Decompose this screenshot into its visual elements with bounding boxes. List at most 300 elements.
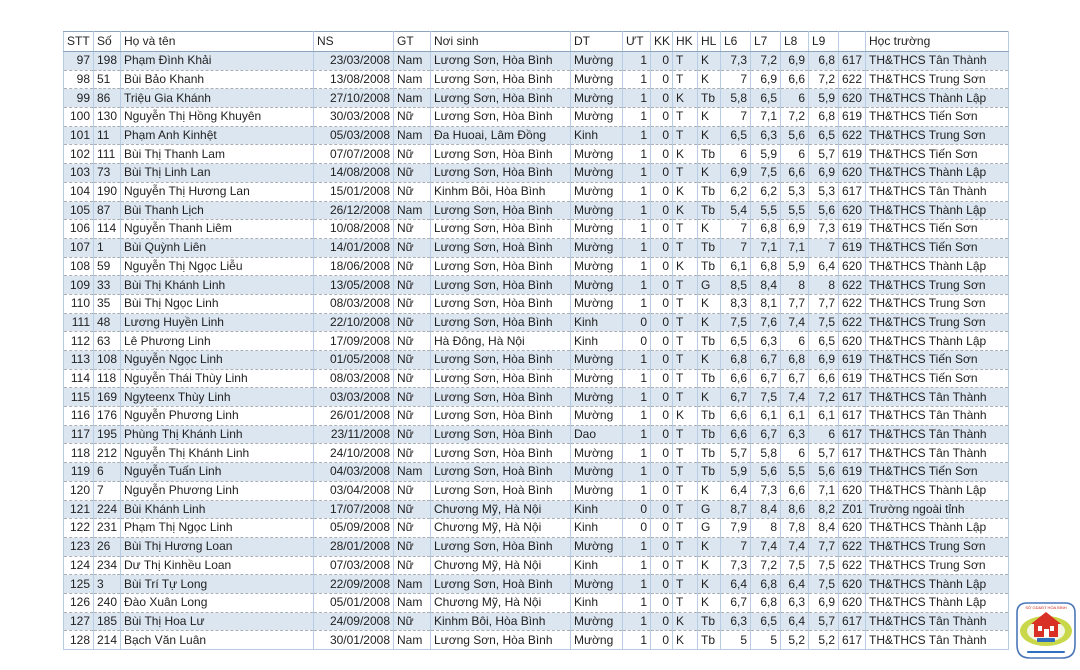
cell-gt: Nữ — [394, 481, 431, 500]
cell-stt: 111 — [64, 313, 94, 332]
cell-noisinh: Lương Sơn, Hòa Bình — [431, 631, 571, 650]
cell-ns: 14/01/2008 — [314, 238, 394, 257]
cell-l7: 6,8 — [751, 575, 781, 594]
cell-l6: 5,8 — [721, 89, 751, 108]
cell-stt: 122 — [64, 519, 94, 538]
cell-l6: 6,7 — [721, 593, 751, 612]
table-row — [64, 108, 1009, 127]
cell-l7: 6,9 — [751, 70, 781, 89]
column-header-ns: NS — [314, 32, 394, 52]
table-header-row — [64, 32, 1009, 52]
cell-kk: 0 — [651, 201, 673, 220]
cell-hoten: Nguyễn Ngọc Linh — [121, 351, 314, 370]
cell-code: 617 — [839, 52, 866, 71]
cell-hoten: Nguyễn Thị Hương Lan — [121, 182, 314, 201]
cell-hk: T — [673, 313, 698, 332]
cell-hk: T — [673, 556, 698, 575]
cell-hl: K — [698, 351, 721, 370]
cell-hk: K — [673, 182, 698, 201]
cell-so: 11 — [94, 126, 121, 145]
cell-so: 240 — [94, 593, 121, 612]
cell-code: 617 — [839, 631, 866, 650]
cell-truong: Trường ngoài tỉnh — [866, 500, 1009, 519]
cell-dt: Mường — [571, 369, 623, 388]
cell-l9: 7,7 — [809, 537, 839, 556]
cell-code: 620 — [839, 201, 866, 220]
cell-l8: 5,5 — [781, 201, 809, 220]
cell-dt: Mường — [571, 351, 623, 370]
cell-hk: T — [673, 294, 698, 313]
cell-dt: Mường — [571, 145, 623, 164]
cell-hl: Tb — [698, 444, 721, 463]
table-row — [64, 388, 1009, 407]
cell-dt: Mường — [571, 164, 623, 183]
cell-code: 617 — [839, 407, 866, 426]
cell-code: 620 — [839, 164, 866, 183]
cell-noisinh: Lương Sơn, Hòa Bình — [431, 276, 571, 295]
cell-noisinh: Lương Sơn, Hoà Bình — [431, 238, 571, 257]
cell-kk: 0 — [651, 52, 673, 71]
cell-dt: Mường — [571, 463, 623, 482]
cell-noisinh: Kinhm Bôi, Hòa Bình — [431, 182, 571, 201]
cell-hoten: Bạch Văn Luân — [121, 631, 314, 650]
cell-truong: TH&THCS Tân Thành — [866, 425, 1009, 444]
cell-noisinh: Lương Sơn, Hòa Bình — [431, 388, 571, 407]
cell-stt: 102 — [64, 145, 94, 164]
cell-code: 622 — [839, 313, 866, 332]
cell-so: 231 — [94, 519, 121, 538]
table-row — [64, 332, 1009, 351]
cell-ut: 1 — [623, 126, 651, 145]
cell-ns: 05/01/2008 — [314, 593, 394, 612]
cell-l6: 8,7 — [721, 500, 751, 519]
cell-l7: 5,8 — [751, 444, 781, 463]
cell-hoten: Nguyễn Phương Linh — [121, 407, 314, 426]
cell-so: 73 — [94, 164, 121, 183]
table-row — [64, 481, 1009, 500]
cell-so: 35 — [94, 294, 121, 313]
cell-truong: TH&THCS Trung Sơn — [866, 537, 1009, 556]
cell-l8: 5,6 — [781, 126, 809, 145]
cell-hk: T — [673, 593, 698, 612]
cell-hk: T — [673, 425, 698, 444]
cell-gt: Nam — [394, 126, 431, 145]
cell-so: 212 — [94, 444, 121, 463]
cell-stt: 127 — [64, 612, 94, 631]
cell-so: 185 — [94, 612, 121, 631]
cell-l9: 6,1 — [809, 407, 839, 426]
cell-ns: 10/08/2008 — [314, 220, 394, 239]
cell-hk: T — [673, 220, 698, 239]
cell-gt: Nữ — [394, 519, 431, 538]
table-row — [64, 145, 1009, 164]
cell-l6: 6,6 — [721, 369, 751, 388]
cell-hl: Tb — [698, 89, 721, 108]
cell-hk: T — [673, 70, 698, 89]
cell-code: 619 — [839, 145, 866, 164]
cell-kk: 0 — [651, 407, 673, 426]
cell-l8: 6 — [781, 332, 809, 351]
cell-hl: K — [698, 70, 721, 89]
cell-truong: TH&THCS Trung Sơn — [866, 294, 1009, 313]
cell-ns: 23/11/2008 — [314, 425, 394, 444]
cell-kk: 0 — [651, 425, 673, 444]
cell-code: 619 — [839, 369, 866, 388]
cell-truong: TH&THCS Tiến Sơn — [866, 108, 1009, 127]
cell-noisinh: Lương Sơn, Hòa Bình — [431, 537, 571, 556]
cell-ut: 1 — [623, 444, 651, 463]
cell-hoten: Phùng Thị Khánh Linh — [121, 425, 314, 444]
cell-l6: 5 — [721, 631, 751, 650]
cell-l7: 7,3 — [751, 481, 781, 500]
table-row — [64, 593, 1009, 612]
cell-stt: 115 — [64, 388, 94, 407]
cell-ut: 1 — [623, 89, 651, 108]
cell-l9: 7,3 — [809, 220, 839, 239]
cell-code: 619 — [839, 463, 866, 482]
cell-so: 169 — [94, 388, 121, 407]
cell-truong: TH&THCS Tiến Sơn — [866, 145, 1009, 164]
table-row — [64, 519, 1009, 538]
cell-stt: 118 — [64, 444, 94, 463]
cell-kk: 0 — [651, 294, 673, 313]
table-row — [64, 425, 1009, 444]
cell-l8: 6 — [781, 145, 809, 164]
cell-stt: 101 — [64, 126, 94, 145]
cell-l6: 6,6 — [721, 425, 751, 444]
cell-gt: Nữ — [394, 500, 431, 519]
cell-ut: 1 — [623, 556, 651, 575]
cell-truong: TH&THCS Thành Lập — [866, 575, 1009, 594]
cell-hl: K — [698, 537, 721, 556]
cell-gt: Nữ — [394, 612, 431, 631]
cell-l8: 6 — [781, 89, 809, 108]
cell-hk: T — [673, 463, 698, 482]
cell-ns: 26/01/2008 — [314, 407, 394, 426]
cell-kk: 0 — [651, 164, 673, 183]
column-header-stt: STT — [64, 32, 94, 52]
cell-dt: Mường — [571, 70, 623, 89]
cell-hl: K — [698, 52, 721, 71]
cell-gt: Nam — [394, 575, 431, 594]
cell-l7: 7,5 — [751, 388, 781, 407]
cell-kk: 0 — [651, 276, 673, 295]
cell-ut: 1 — [623, 276, 651, 295]
cell-code: 620 — [839, 332, 866, 351]
cell-l9: 6,5 — [809, 332, 839, 351]
cell-gt: Nam — [394, 52, 431, 71]
cell-stt: 125 — [64, 575, 94, 594]
table-row — [64, 257, 1009, 276]
cell-gt: Nữ — [394, 537, 431, 556]
cell-stt: 98 — [64, 70, 94, 89]
cell-gt: Nữ — [394, 556, 431, 575]
cell-stt: 104 — [64, 182, 94, 201]
cell-l7: 6,5 — [751, 612, 781, 631]
cell-so: 118 — [94, 369, 121, 388]
column-header-hl: HL — [698, 32, 721, 52]
cell-truong: TH&THCS Trung Sơn — [866, 313, 1009, 332]
cell-l6: 6,5 — [721, 126, 751, 145]
cell-hl: Tb — [698, 463, 721, 482]
cell-kk: 0 — [651, 70, 673, 89]
cell-hoten: Bùi Thị Thanh Lam — [121, 145, 314, 164]
cell-hoten: Bùi Thị Linh Lan — [121, 164, 314, 183]
cell-hk: T — [673, 276, 698, 295]
cell-stt: 121 — [64, 500, 94, 519]
cell-hl: K — [698, 556, 721, 575]
cell-truong: TH&THCS Trung Sơn — [866, 276, 1009, 295]
cell-noisinh: Chương Mỹ, Hà Nội — [431, 500, 571, 519]
cell-l9: 6,8 — [809, 108, 839, 127]
cell-code: 619 — [839, 220, 866, 239]
cell-kk: 0 — [651, 631, 673, 650]
cell-stt: 128 — [64, 631, 94, 650]
cell-hl: Tb — [698, 257, 721, 276]
cell-hoten: Nguyễn Thanh Liêm — [121, 220, 314, 239]
cell-kk: 0 — [651, 220, 673, 239]
cell-l6: 7 — [721, 238, 751, 257]
cell-l8: 6,6 — [781, 70, 809, 89]
table-row — [64, 444, 1009, 463]
cell-hl: Tb — [698, 631, 721, 650]
cell-dt: Mường — [571, 407, 623, 426]
cell-hl: Tb — [698, 369, 721, 388]
cell-stt: 105 — [64, 201, 94, 220]
cell-truong: TH&THCS Trung Sơn — [866, 70, 1009, 89]
cell-hk: T — [673, 108, 698, 127]
cell-truong: TH&THCS Tân Thành — [866, 407, 1009, 426]
cell-noisinh: Lương Sơn, Hòa Bình — [431, 108, 571, 127]
cell-l8: 7,8 — [781, 519, 809, 538]
cell-l6: 8,3 — [721, 294, 751, 313]
cell-l6: 7,9 — [721, 519, 751, 538]
cell-gt: Nữ — [394, 388, 431, 407]
cell-l8: 5,9 — [781, 257, 809, 276]
cell-truong: TH&THCS Tân Thành — [866, 631, 1009, 650]
cell-dt: Kinh — [571, 126, 623, 145]
cell-ns: 08/03/2008 — [314, 369, 394, 388]
cell-gt: Nữ — [394, 164, 431, 183]
cell-stt: 116 — [64, 407, 94, 426]
cell-truong: TH&THCS Tiến Sơn — [866, 369, 1009, 388]
cell-hl: Tb — [698, 145, 721, 164]
cell-l8: 7,4 — [781, 537, 809, 556]
cell-truong: TH&THCS Tiến Sơn — [866, 238, 1009, 257]
cell-hk: K — [673, 631, 698, 650]
cell-dt: Mường — [571, 257, 623, 276]
cell-stt: 106 — [64, 220, 94, 239]
cell-l8: 7,7 — [781, 294, 809, 313]
cell-l9: 7,2 — [809, 388, 839, 407]
cell-kk: 0 — [651, 500, 673, 519]
cell-ns: 30/01/2008 — [314, 631, 394, 650]
cell-l9: 8,4 — [809, 519, 839, 538]
cell-l9: 5,7 — [809, 612, 839, 631]
cell-l6: 5,7 — [721, 444, 751, 463]
cell-noisinh: Lương Sơn, Hòa Bình — [431, 89, 571, 108]
cell-ns: 13/08/2008 — [314, 70, 394, 89]
cell-hoten: Đào Xuân Long — [121, 593, 314, 612]
cell-hk: T — [673, 351, 698, 370]
cell-l8: 7,4 — [781, 388, 809, 407]
cell-truong: TH&THCS Tân Thành — [866, 52, 1009, 71]
cell-noisinh: Kinhm Bôi, Hòa Bình — [431, 612, 571, 631]
cell-ut: 1 — [623, 537, 651, 556]
cell-so: 111 — [94, 145, 121, 164]
cell-hl: K — [698, 481, 721, 500]
table-row — [64, 238, 1009, 257]
cell-kk: 0 — [651, 126, 673, 145]
table-row — [64, 201, 1009, 220]
cell-code: 622 — [839, 126, 866, 145]
cell-kk: 0 — [651, 108, 673, 127]
cell-l7: 6,3 — [751, 126, 781, 145]
cell-hl: G — [698, 276, 721, 295]
cell-hk: T — [673, 238, 698, 257]
cell-l8: 6,6 — [781, 481, 809, 500]
cell-l9: 8,2 — [809, 500, 839, 519]
cell-l8: 5,2 — [781, 631, 809, 650]
logo-top-text: SỞ GD&ĐT HÒA BÌNH — [1025, 605, 1067, 610]
cell-hk: T — [673, 52, 698, 71]
cell-l8: 7,5 — [781, 556, 809, 575]
cell-l9: 5,2 — [809, 631, 839, 650]
cell-stt: 114 — [64, 369, 94, 388]
cell-l9: 5,6 — [809, 201, 839, 220]
cell-ns: 03/03/2008 — [314, 388, 394, 407]
cell-hoten: Bùi Khánh Linh — [121, 500, 314, 519]
table-row — [64, 407, 1009, 426]
cell-hoten: Bùi Thị Khánh Linh — [121, 276, 314, 295]
cell-hk: T — [673, 481, 698, 500]
cell-hl: Tb — [698, 201, 721, 220]
column-header-code — [839, 32, 866, 52]
cell-l9: 6,8 — [809, 52, 839, 71]
cell-kk: 0 — [651, 388, 673, 407]
cell-code: 619 — [839, 108, 866, 127]
cell-ns: 28/01/2008 — [314, 537, 394, 556]
cell-l9: 6,6 — [809, 369, 839, 388]
cell-truong: TH&THCS Thành Lập — [866, 257, 1009, 276]
cell-gt: Nam — [394, 70, 431, 89]
cell-so: 234 — [94, 556, 121, 575]
cell-l8: 6,9 — [781, 220, 809, 239]
cell-l7: 7,1 — [751, 238, 781, 257]
column-header-l8: L8 — [781, 32, 809, 52]
cell-truong: TH&THCS Tân Thành — [866, 612, 1009, 631]
cell-dt: Mường — [571, 294, 623, 313]
cell-stt: 97 — [64, 52, 94, 71]
table-row — [64, 351, 1009, 370]
cell-l6: 6,7 — [721, 388, 751, 407]
cell-so: 108 — [94, 351, 121, 370]
cell-hoten: Bùi Thị Hương Loan — [121, 537, 314, 556]
column-header-l6: L6 — [721, 32, 751, 52]
cell-code: 622 — [839, 537, 866, 556]
cell-code: 622 — [839, 70, 866, 89]
cell-dt: Kinh — [571, 593, 623, 612]
cell-so: 190 — [94, 182, 121, 201]
cell-hoten: Bùi Thị Hoa Lư — [121, 612, 314, 631]
cell-hk: T — [673, 164, 698, 183]
cell-l7: 6,7 — [751, 369, 781, 388]
cell-hl: K — [698, 313, 721, 332]
cell-hk: T — [673, 575, 698, 594]
cell-code: 622 — [839, 276, 866, 295]
cell-ns: 18/06/2008 — [314, 257, 394, 276]
cell-kk: 0 — [651, 369, 673, 388]
cell-so: 214 — [94, 631, 121, 650]
cell-ns: 03/04/2008 — [314, 481, 394, 500]
cell-hk: K — [673, 89, 698, 108]
column-header-truong: Học trường — [866, 32, 1009, 52]
column-header-kk: KK — [651, 32, 673, 52]
cell-l6: 7 — [721, 70, 751, 89]
cell-kk: 0 — [651, 537, 673, 556]
cell-gt: Nam — [394, 201, 431, 220]
cell-ns: 17/09/2008 — [314, 332, 394, 351]
cell-kk: 0 — [651, 257, 673, 276]
cell-so: 86 — [94, 89, 121, 108]
cell-code: 620 — [839, 481, 866, 500]
cell-dt: Mường — [571, 575, 623, 594]
cell-l6: 6,8 — [721, 351, 751, 370]
cell-l8: 6,6 — [781, 164, 809, 183]
cell-noisinh: Lương Sơn, Hòa Bình — [431, 70, 571, 89]
cell-stt: 126 — [64, 593, 94, 612]
cell-so: 224 — [94, 500, 121, 519]
cell-dt: Mường — [571, 89, 623, 108]
cell-hk: T — [673, 388, 698, 407]
cell-gt: Nữ — [394, 145, 431, 164]
cell-ut: 0 — [623, 332, 651, 351]
cell-noisinh: Chương Mỹ, Hà Nội — [431, 593, 571, 612]
cell-ut: 0 — [623, 313, 651, 332]
cell-l8: 8,6 — [781, 500, 809, 519]
cell-ns: 13/05/2008 — [314, 276, 394, 295]
cell-noisinh: Lương Sơn, Hòa Bình — [431, 425, 571, 444]
cell-dt: Mường — [571, 220, 623, 239]
cell-l9: 5,6 — [809, 463, 839, 482]
cell-hl: Tb — [698, 238, 721, 257]
cell-l6: 6,3 — [721, 612, 751, 631]
cell-ut: 1 — [623, 238, 651, 257]
cell-ut: 1 — [623, 201, 651, 220]
cell-l6: 7 — [721, 108, 751, 127]
cell-l9: 5,3 — [809, 182, 839, 201]
cell-hl: K — [698, 108, 721, 127]
cell-dt: Mường — [571, 238, 623, 257]
cell-ut: 1 — [623, 388, 651, 407]
cell-l8: 6,3 — [781, 425, 809, 444]
cell-so: 176 — [94, 407, 121, 426]
cell-l9: 8 — [809, 276, 839, 295]
cell-l9: 7 — [809, 238, 839, 257]
cell-ns: 17/07/2008 — [314, 500, 394, 519]
cell-l6: 7,5 — [721, 313, 751, 332]
cell-l7: 6,8 — [751, 257, 781, 276]
cell-l6: 8,5 — [721, 276, 751, 295]
cell-truong: TH&THCS Thành Lập — [866, 201, 1009, 220]
cell-gt: Nữ — [394, 238, 431, 257]
cell-truong: TH&THCS Thành Lập — [866, 481, 1009, 500]
cell-code: 620 — [839, 519, 866, 538]
cell-ut: 1 — [623, 145, 651, 164]
cell-ut: 1 — [623, 164, 651, 183]
cell-dt: Mường — [571, 631, 623, 650]
cell-ns: 27/10/2008 — [314, 89, 394, 108]
